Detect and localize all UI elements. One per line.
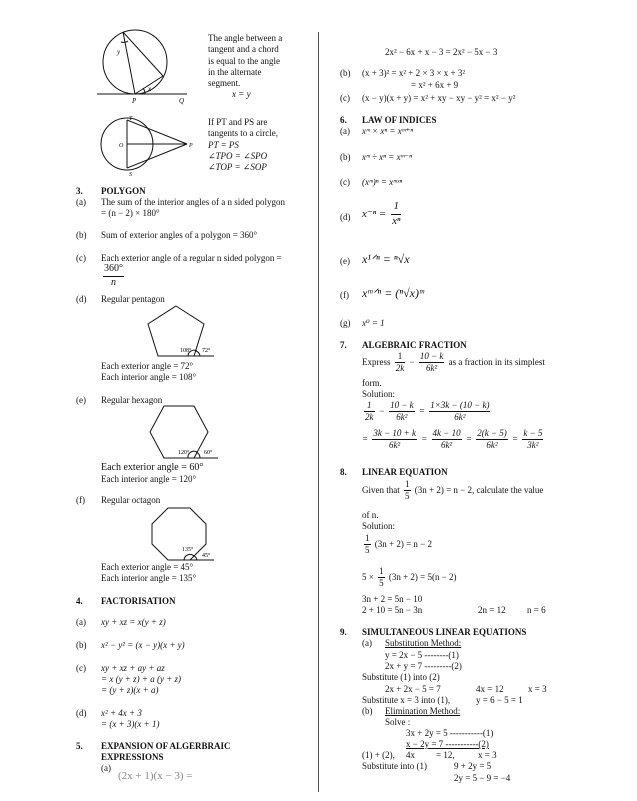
working-line: 4x = 12 (476, 684, 504, 694)
item-label: (a) (101, 763, 111, 773)
item-label: (d) (76, 708, 87, 718)
fraction-numerator: 1 (378, 566, 385, 578)
working-line: = 12, (436, 750, 455, 760)
point-label-q: Q (179, 97, 185, 105)
fraction-denominator: 6k² (454, 412, 466, 423)
item-label: (e) (76, 395, 86, 405)
fraction-numerator: 3k − 10 + k (372, 428, 417, 440)
item-text: Each interior angle = 120° (101, 474, 197, 484)
fraction-denominator: 6k² (440, 440, 453, 451)
section-title: LINEAR EQUATION (362, 467, 448, 477)
text-line: tangent and a chord (208, 44, 279, 55)
text-line: ∠TPO = ∠SPO (208, 150, 268, 161)
fraction-numerator: 1 (391, 200, 401, 215)
working-line: y = 2x − 5 --------(1) (385, 650, 459, 660)
fraction-numerator: 1×3k − (10 − k) (429, 400, 490, 412)
section-number: 7. (340, 340, 347, 350)
fraction-numerator: 1 (364, 400, 375, 412)
text-line: ∠TOP = ∠SOP (208, 162, 267, 172)
working-line: (1) + (2), (362, 750, 395, 760)
text: Express (362, 356, 391, 367)
text-line: is equal to the angle (208, 55, 280, 66)
fraction-lhs: x⁻ⁿ = (362, 207, 387, 220)
pentagon-shape (148, 306, 204, 356)
angle-outer-label: 60° (204, 450, 213, 456)
working-line: 4x (406, 750, 415, 760)
text-line: PT = PS (208, 139, 239, 150)
fraction (101, 263, 126, 289)
working-line (362, 428, 545, 452)
item-text: (xᵐ)ⁿ = xᵐˣⁿ (362, 177, 403, 187)
tangents-figure (95, 112, 205, 182)
tangents-text (208, 117, 278, 173)
item-text: (2x + 1)(x − 3) = (118, 770, 193, 782)
working-line: 3n + 2 = 5n − 10 (362, 594, 423, 604)
item-label: (b) (340, 152, 351, 162)
text-line: The angle between a (208, 33, 283, 43)
working-line: 2 + 10 = 5n − 3n (362, 605, 423, 615)
item-title: Substitution Method: (385, 638, 462, 648)
fraction-numerator: k − 5 (522, 428, 543, 440)
item-text: xᵐ ÷ xⁿ = xᵐ⁻ⁿ (362, 152, 412, 162)
working-line: 3x + 2y = 5 -----------(1) (406, 728, 494, 738)
fraction-numerator: 1 (404, 479, 411, 491)
item-text: x² + 4x + 3 (101, 708, 142, 718)
working-line: 9 + 2y = 5 (454, 761, 492, 771)
fraction-denominator: 3k² (527, 440, 539, 451)
fraction-numerator: 2(k − 5) (476, 428, 508, 440)
item-text: xy + xz = x(y + z) (101, 617, 166, 627)
angle-outer-label: 72° (202, 348, 211, 354)
item-label: (g) (340, 318, 351, 328)
fraction-denominator: 5 (405, 491, 410, 502)
fraction-denominator: xⁿ (392, 214, 401, 227)
text-line: Solution: (362, 389, 396, 399)
item-label: (a) (76, 617, 86, 627)
section-title: ALGEBRAIC FRACTION (362, 340, 467, 350)
item-label: (f) (76, 495, 85, 505)
angle-label-y: y (117, 48, 121, 56)
item-text: xy + xz + ay + az (101, 663, 165, 673)
text-line: of n. (362, 510, 379, 520)
text-line: Solution: (362, 521, 396, 531)
operator: = (362, 433, 369, 444)
fraction-denominator: 5 (365, 545, 370, 556)
tangent-chord-figure (95, 30, 195, 110)
text-line: form. (362, 378, 382, 388)
working-line: y = 6 − 5 = 1 (476, 695, 523, 705)
fraction-numerator: 10 − k (419, 351, 445, 363)
point-label-t: T (129, 116, 133, 122)
item-text: = x (y + z) + a (y + z) (101, 674, 182, 684)
point-label-o: O (119, 143, 124, 149)
section-number: 5. (76, 741, 83, 751)
item-text: Each exterior angle = 60° (101, 462, 204, 473)
item-text: (x + 3)² = x² + 2 × 3 × x + 3² (362, 68, 466, 78)
angle-outer-label: 45° (202, 553, 211, 559)
question-line (362, 479, 543, 503)
working-line: 2y = 5 − 9 = −4 (454, 773, 511, 783)
item-text: = x² + 6x + 9 (411, 80, 459, 90)
item-label: (c) (340, 177, 350, 187)
section-number: 6. (340, 115, 347, 125)
item-label: (b) (340, 68, 351, 78)
question-line (362, 351, 545, 375)
point-label-s: S (129, 172, 132, 178)
item-title: Elimination Method: (385, 706, 461, 716)
item-label: (b) (76, 640, 87, 650)
item-text: (x − y)(x + y) = x² + xy − xy − y² = x² − y² (362, 93, 516, 103)
fraction-denominator: 2k (365, 412, 374, 423)
item-label: (c) (76, 663, 86, 673)
section-title: POLYGON (101, 186, 146, 196)
text: Given that (362, 484, 400, 495)
item-text: xᵐᐟⁿ = (ⁿ√x)ᵐ (362, 286, 424, 300)
angle-inner-label: 108° (180, 348, 192, 354)
item-label: (b) (76, 230, 87, 240)
fraction-denominator: 6k² (396, 412, 408, 423)
item-text: The sum of the interior angles of a n sided polygon (101, 197, 285, 207)
section-title: FACTORISATION (101, 596, 176, 606)
item-text: Regular hexagon (101, 395, 163, 405)
section-number: 9. (340, 627, 347, 637)
item-text: Regular octagon (101, 495, 161, 505)
item-text: Each exterior angle = 72° (101, 361, 194, 371)
item-text: = (x + 3)(x + 1) (101, 719, 160, 729)
fraction-denominator: n (111, 276, 116, 288)
text-line: in the alternate (208, 66, 262, 77)
text: (3n + 2) = n − 2 (374, 538, 432, 549)
operator: = (512, 433, 519, 444)
item-text: xᵐ × xⁿ = xᵐ⁺ⁿ (362, 126, 414, 136)
working-line: 2x + 2x − 5 = 7 (385, 684, 441, 694)
operator: = (421, 433, 428, 444)
section-title: LAW OF INDICES (362, 115, 437, 125)
operator: = (465, 433, 472, 444)
item-text: x⁰ = 1 (362, 318, 385, 328)
text-line: tangents to a circle, (208, 128, 278, 139)
fraction-numerator: 1 (395, 351, 406, 363)
item-text: Each exterior angle of a regular n sided polygon = (101, 253, 282, 263)
octagon-figure (150, 506, 220, 562)
section-number: 8. (340, 467, 347, 477)
fraction-denominator: 5 (379, 578, 384, 589)
fraction-denominator: 6k² (426, 363, 438, 374)
item-text: Each exterior angle = 45° (101, 562, 194, 572)
item-text: Regular pentagon (101, 294, 165, 304)
item-formula: = (n − 2) × 180° (101, 208, 160, 218)
section-title: EXPRESSIONS (101, 752, 164, 762)
working-line: n = 6 (527, 605, 546, 615)
item-label: (b) (362, 706, 373, 716)
angle-inner-label: 120° (178, 450, 190, 456)
text-line: segment. (208, 78, 241, 88)
angle-label-x: x (148, 85, 152, 93)
working-line: x = 3 (478, 750, 497, 760)
item-label: (a) (362, 638, 372, 648)
text: 5 × (362, 571, 374, 582)
text: (3n + 2) = n − 2, calculate the value (414, 484, 544, 495)
item-label: (a) (76, 197, 86, 207)
section-number: 3. (76, 186, 83, 196)
fraction-numerator: 1 (364, 533, 371, 545)
item-text: x¹ᐟⁿ = ⁿ√x (362, 252, 410, 266)
working-line: 2x + y = 7 ---------(2) (385, 661, 462, 671)
item-text: Each interior angle = 108° (101, 372, 197, 382)
fraction-numerator: 4k − 10 (432, 428, 462, 440)
item-label: (d) (340, 212, 351, 222)
fraction-denominator: 6k² (389, 440, 401, 451)
working-line: x = 3 (528, 684, 547, 694)
circle-outline (103, 30, 167, 94)
item-label: (d) (76, 294, 87, 304)
item-label: (a) (340, 126, 350, 136)
item-label: (e) (340, 256, 350, 266)
operator: − (409, 356, 415, 367)
fraction-numerator: 360° (103, 263, 124, 277)
chord-line (123, 32, 135, 94)
working-line: Substitute x = 3 into (1), (362, 695, 451, 705)
section-number: 4. (76, 596, 83, 606)
item-label: (c) (76, 253, 86, 263)
item-text: Sum of exterior angles of a polygon = 360° (101, 230, 258, 240)
working-line: 2n = 12 (478, 605, 506, 615)
pentagon-figure (146, 304, 216, 360)
octagon-shape (152, 508, 206, 560)
section-title: SIMULTANEOUS LINEAR EQUATIONS (362, 627, 527, 637)
text-line: If PT and PS are (208, 117, 268, 127)
point-label-p: P (189, 143, 193, 149)
fraction-numerator: 10 − k (389, 400, 415, 412)
working-line (362, 566, 457, 590)
section-title: EXPANSION OF ALGERBRAIC (101, 741, 231, 751)
fraction-denominator: 6k² (486, 440, 498, 451)
working-line: x − 2y = 7 -----------(2) (406, 739, 489, 749)
operator: = (418, 405, 425, 416)
fraction-denominator: 2k (395, 363, 405, 374)
item-text: 2x² − 6x + x − 3 = 2x² − 5x − 3 (385, 47, 498, 57)
item-text: = (y + z)(x + a) (101, 685, 159, 695)
working-line: Solve : (385, 717, 411, 727)
working-line (362, 533, 432, 557)
working-line (362, 400, 492, 424)
item-text (362, 200, 403, 229)
working-line: Substitute into (1) (362, 761, 427, 771)
item-text: Each interior angle = 135° (101, 573, 197, 583)
point-label-p: P (132, 97, 137, 105)
column-divider (318, 32, 319, 792)
item-label: (f) (340, 290, 349, 300)
angle-inner-label: 135° (182, 547, 194, 553)
item-text: x² − y² = (x − y)(x + y) (101, 640, 185, 650)
operator: − (378, 405, 385, 416)
tangent-chord-text (208, 33, 282, 101)
working-line: Substitute (1) into (2) (362, 672, 440, 682)
hexagon-figure (148, 404, 224, 460)
item-label: (c) (340, 93, 350, 103)
text: (3n + 2) = 5(n − 2) (388, 571, 457, 582)
text: as a fraction in its simplest (448, 356, 545, 367)
text-line: x = y (232, 89, 251, 100)
